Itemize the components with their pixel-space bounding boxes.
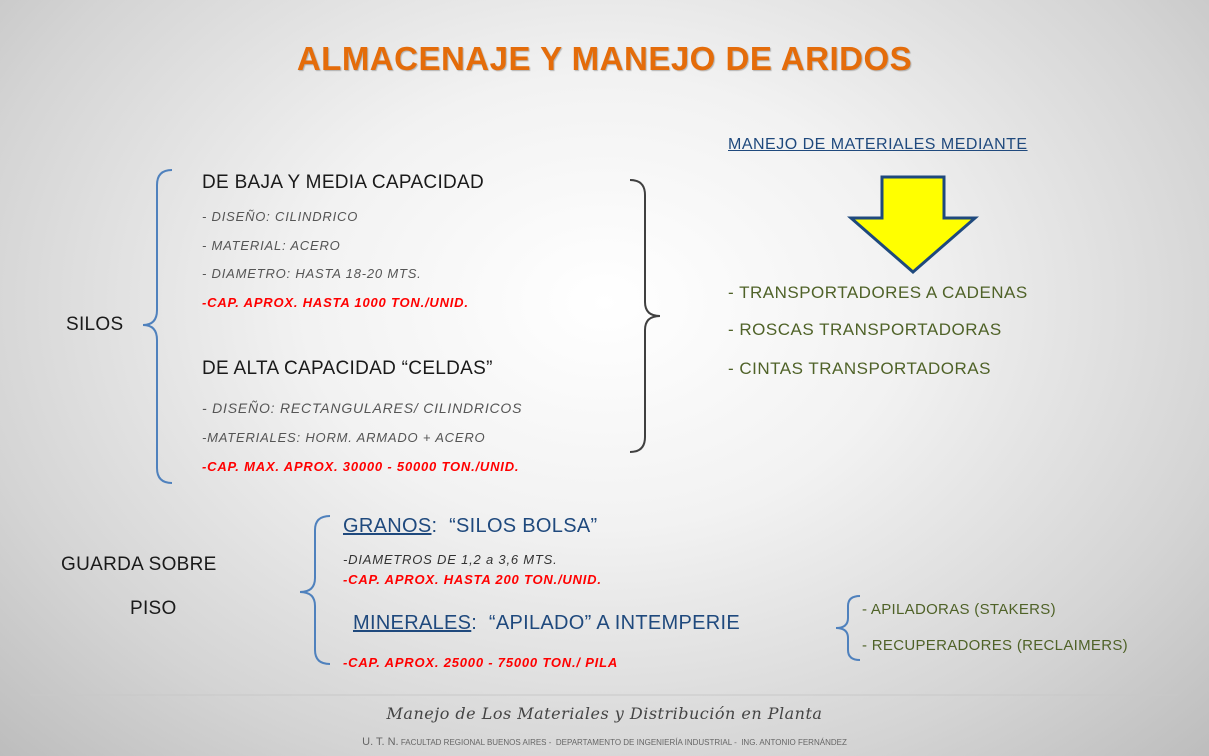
- equipment-item-2: - RECUPERADORES (RECLAIMERS): [862, 637, 1128, 654]
- manejo-item-1: - TRANSPORTADORES A CADENAS: [728, 283, 1028, 302]
- piso-label-line2: PISO: [130, 598, 177, 619]
- baja-heading: DE BAJA Y MEDIA CAPACIDAD: [202, 172, 485, 193]
- equipment-brace: [836, 596, 860, 660]
- baja-item-3: - DIAMETRO: HASTA 18-20 MTS.: [202, 266, 422, 281]
- granos-capacity: -CAP. APROX. HASTA 200 TON./UNID.: [343, 572, 602, 587]
- piso-brace: [300, 516, 330, 664]
- silos-label: SILOS: [66, 314, 124, 335]
- footer-utn: U. T. N.: [362, 736, 399, 748]
- footer-institution: [0, 736, 1209, 748]
- granos-heading: [343, 515, 597, 538]
- alta-heading: DE ALTA CAPACIDAD “CELDAS”: [202, 358, 493, 379]
- baja-item-2: - MATERIAL: ACERO: [202, 238, 341, 253]
- piso-label-line1: GUARDA SOBRE: [61, 554, 217, 575]
- granos-item-1: -DIAMETROS DE 1,2 a 3,6 MTS.: [343, 552, 558, 567]
- minerales-heading: [353, 612, 740, 635]
- manejo-heading: MANEJO DE MATERIALES MEDIANTE: [728, 136, 1028, 153]
- down-arrow-icon: [851, 177, 975, 272]
- manejo-item-2: - ROSCAS TRANSPORTADORAS: [728, 320, 1002, 339]
- minerales-label: MINERALES: [353, 612, 472, 634]
- minerales-capacity: -CAP. APROX. 25000 - 75000 TON./ PILA: [343, 655, 619, 670]
- footer-institution-text: FACULTAD REGIONAL BUENOS AIRES - DEPARTAMENTO DE INGENIERÍA INDUSTRIAL - ING. ANTONIO FERNÁNDEZ: [398, 738, 847, 747]
- minerales-sep: :: [471, 612, 489, 634]
- baja-capacity: -CAP. APROX. HASTA 1000 TON./UNID.: [202, 295, 469, 310]
- page-title: ALMACENAJE Y MANEJO DE ARIDOS: [296, 40, 913, 77]
- granos-value: “SILOS BOLSA”: [449, 515, 598, 537]
- baja-item-1: - DISEÑO: CILINDRICO: [202, 209, 359, 224]
- equipment-item-1: - APILADORAS (STAKERS): [862, 601, 1056, 618]
- alta-item-1: - DISEÑO: RECTANGULARES/ CILINDRICOS: [202, 400, 523, 416]
- granos-sep: :: [431, 515, 450, 537]
- alta-item-2: -MATERIALES: HORM. ARMADO + ACERO: [202, 430, 486, 445]
- footer-course: Manejo de Los Materiales y Distribución en Planta: [386, 704, 823, 723]
- minerales-value: “APILADO” A INTEMPERIE: [488, 612, 740, 634]
- alta-capacity: -CAP. MAX. APROX. 30000 - 50000 TON./UNID.: [202, 459, 520, 474]
- manejo-item-3: - CINTAS TRANSPORTADORAS: [728, 359, 991, 378]
- silos-right-brace: [630, 180, 660, 452]
- granos-label: GRANOS: [343, 515, 432, 537]
- silos-brace: [143, 170, 172, 483]
